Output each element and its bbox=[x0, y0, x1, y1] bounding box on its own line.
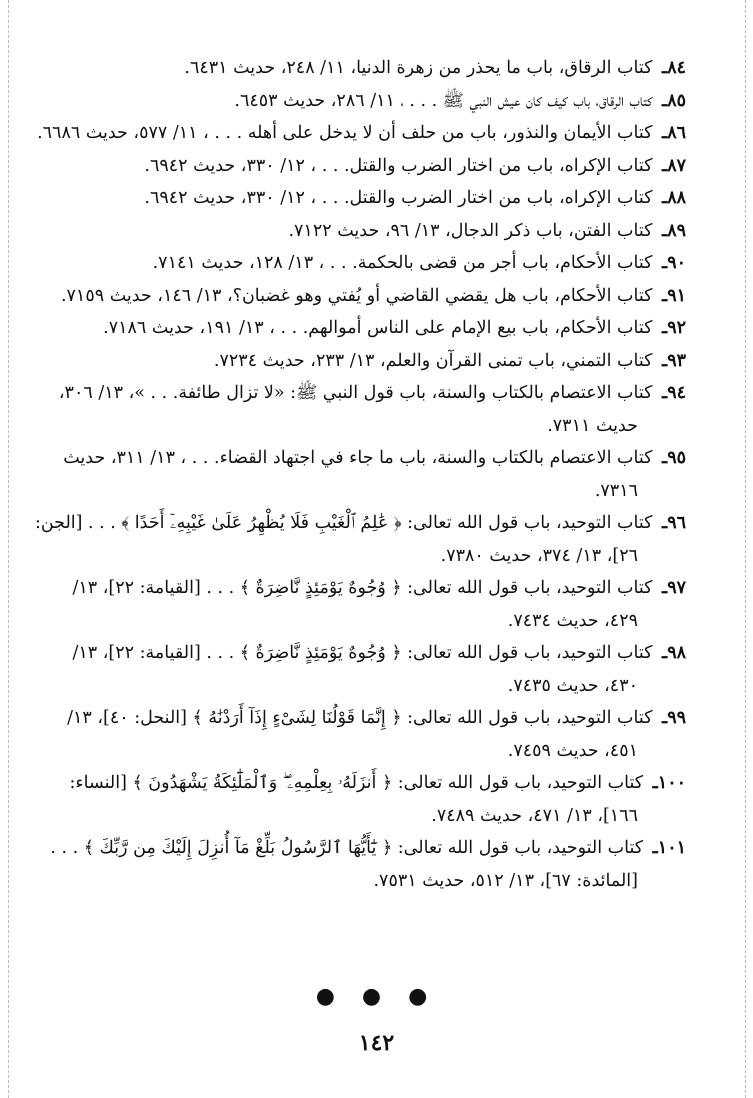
right-margin-guide bbox=[745, 0, 746, 1098]
reference-entry bbox=[34, 832, 686, 897]
reference-entry bbox=[34, 442, 686, 507]
entry-text: كتاب الإكراه، باب من اختار الضرب والقتل. . . ، ١٢/ ٣٣٠، حديث ٦٩٤٢. bbox=[144, 188, 653, 208]
entry-number: ٩٦ـ bbox=[662, 513, 686, 533]
reference-entry bbox=[34, 507, 686, 572]
entry-number: ٩٨ـ bbox=[662, 643, 686, 663]
entry-text: كتاب التوحيد، باب قول الله تعالى: ﴿ أَنزَلَهُۥ بِعِلْمِهِۦ ۖ وَٱلْمَلَٰٓئِكَةُ يَشْهَدُونَ ﴾ [النساء: ١٦٦]، ١٣/ ٤٧١، حديث ٧٤٨٩. bbox=[69, 773, 644, 826]
page-number: ١٤٢ bbox=[358, 1030, 395, 1056]
entry-number: ٨٦ـ bbox=[662, 123, 686, 143]
entry-number: ٩٢ـ bbox=[662, 318, 686, 338]
entry-text: كتاب التوحيد، باب قول الله تعالى: ﴿ وُجُوهٌ يَوْمَئِذٍ نَّاضِرَةٌ ﴾ . . . [القيامة: ٢٢]، ١٣/ ٤٢٩، حديث ٧٤٣٤. bbox=[72, 578, 653, 631]
left-margin-guide bbox=[8, 0, 9, 1098]
entry-number: ٩١ـ bbox=[662, 285, 686, 306]
reference-entry bbox=[34, 702, 686, 767]
entry-number: ١٠١ـ bbox=[652, 838, 686, 858]
entry-text: كتاب الرقاق، باب كيف كان عيش النبي ﷺ . . . ، ١١/ ٢٨٦، حديث ٦٤٥٣. bbox=[234, 90, 653, 111]
reference-entry bbox=[34, 150, 686, 183]
entry-text: كتاب الأيمان والنذور، باب من حلف أن لا يدخل على أهله . . . ، ١١/ ٥٧٧، حديث ٦٦٨٦. bbox=[37, 123, 653, 143]
entry-number: ٨٩ـ bbox=[662, 220, 686, 241]
reference-entry bbox=[34, 572, 686, 637]
entry-text: كتاب الأحكام، باب بيع الإمام على الناس أموالهم. . . ، ١٣/ ١٩١، حديث ٧١٨٦. bbox=[103, 318, 653, 338]
entry-number: ٩٩ـ bbox=[662, 708, 686, 728]
reference-entry bbox=[34, 247, 686, 280]
entry-text: كتاب الاعتصام بالكتاب والسنة، باب قول النبي ﷺ: «لا تزال طائفة. . . »، ١٣/ ٣٠٦، حديث ٧٣١١. bbox=[58, 383, 653, 436]
entry-text: كتاب الاعتصام بالكتاب والسنة، باب ما جاء في اجتهاد القضاء. . . ، ١٣/ ٣١١، حديث ٧٣١٦. bbox=[63, 448, 653, 501]
entry-text: كتاب الرقاق، باب ما يحذر من زهرة الدنيا، ١١/ ٢٤٨، حديث ٦٤٣١. bbox=[184, 58, 653, 78]
reference-entry bbox=[34, 767, 686, 832]
entry-text: كتاب الأحكام، باب أجر من قضى بالحكمة. . . ، ١٣/ ١٢٨، حديث ٧١٤١. bbox=[152, 253, 653, 273]
entry-number: ٩٣ـ bbox=[662, 350, 686, 371]
entry-text: كتاب التوحيد، باب قول الله تعالى: ﴿ وُجُوهٌ يَوْمَئِذٍ نَّاضِرَةٌ ﴾ . . . [القيامة: ٢٢]، ١٣/ ٤٣٠، حديث ٧٤٣٥. bbox=[72, 643, 653, 696]
entry-text: كتاب الإكراه، باب من اختار الضرب والقتل. . . ، ١٢/ ٣٣٠، حديث ٦٩٤٢. bbox=[144, 155, 653, 176]
entry-number: ٩٧ـ bbox=[662, 578, 686, 598]
entry-text: كتاب الأحكام، باب هل يقضي القاضي أو يُفتي وهو غضبان؟، ١٣/ ١٤٦، حديث ٧١٥٩. bbox=[60, 285, 653, 306]
entry-text: كتاب التوحيد، باب قول الله تعالى: ﴿ يَٰٓأَيُّهَا ٱلرَّسُولُ بَلِّغْ مَآ أُنزِلَ إِلَيْكَ مِن رَّبِّكَ ﴾ . . . [المائدة: ٦٧]، ١٣/ ٥١٢، حديث ٧٥٣١. bbox=[50, 838, 644, 891]
reference-entry bbox=[34, 215, 686, 248]
entry-text: كتاب التوحيد، باب قول الله تعالى: ﴿ عَٰلِمُ ٱلْغَيْبِ فَلَا يُظْهِرُ عَلَىٰ غَيْبِهِۦٓ أَحَدًا ﴾ . . . [الجن: ٢٦]، ١٣/ ٣٧٤، حديث ٧٣٨٠. bbox=[34, 513, 653, 566]
reference-entry bbox=[34, 345, 686, 378]
entry-number: ٨٤ـ bbox=[662, 58, 686, 78]
reference-entry bbox=[34, 637, 686, 702]
reference-entry bbox=[34, 377, 686, 442]
reference-list bbox=[34, 52, 686, 897]
entry-number: ١٠٠ـ bbox=[652, 773, 686, 793]
entry-text: كتاب التمني، باب تمنى القرآن والعلم، ١٣/ ٢٣٣، حديث ٧٢٣٤. bbox=[213, 350, 653, 371]
reference-entry bbox=[34, 280, 686, 313]
reference-entry bbox=[34, 85, 686, 118]
entry-number: ٩٠ـ bbox=[662, 253, 686, 273]
entry-number: ٨٧ـ bbox=[662, 155, 686, 176]
entry-number: ٨٨ـ bbox=[662, 188, 686, 208]
reference-entry bbox=[34, 312, 686, 345]
reference-entry bbox=[34, 117, 686, 150]
reference-entry bbox=[34, 52, 686, 85]
entry-number: ٩٥ـ bbox=[662, 448, 686, 468]
reference-entry bbox=[34, 182, 686, 215]
entry-text: كتاب التوحيد، باب قول الله تعالى: ﴿ إِنَّمَا قَوْلُنَا لِشَىْءٍ إِذَآ أَرَدْنَٰهُ ﴾ [النحل: ٤٠]، ١٣/ ٤٥١، حديث ٧٤٥٩. bbox=[67, 708, 653, 761]
entry-number: ٨٥ـ bbox=[662, 90, 686, 111]
entry-text: كتاب الفتن، باب ذكر الدجال، ١٣/ ٩٦، حديث ٧١٢٢. bbox=[288, 220, 653, 241]
entry-number: ٩٤ـ bbox=[662, 383, 686, 403]
section-separator: ● ● ● bbox=[315, 984, 438, 1009]
